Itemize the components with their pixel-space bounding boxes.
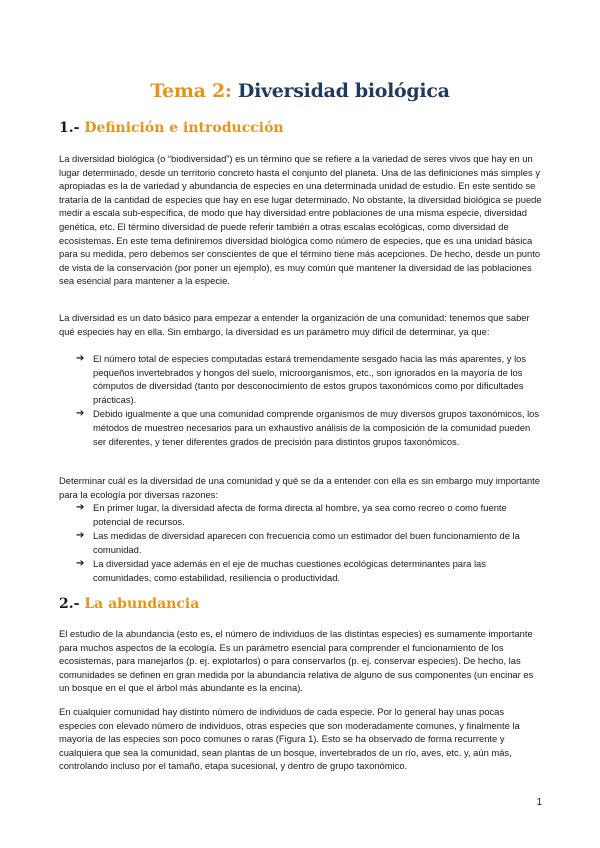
section-1-heading <box>59 120 284 136</box>
section-1-title: Definición e introducción <box>84 120 284 136</box>
section-1-paragraph-2: La diversidad es un dato básico para empezar a entender la organización de una comunidad: tenemos que saber qué especies hay en ella. Sin embargo, la diversidad es un parámetro muy difícil de determinar, ya que: <box>59 312 530 337</box>
list-item <box>76 557 544 584</box>
section-1-paragraph-3: Determinar cuál es la diversidad de una comunidad y qué se da a entender con ella es sin embargo muy importante para la ecología por diversas razones: <box>59 475 541 500</box>
list-item-text: En primer lugar, la diversidad afecta de forma directa al hombre, ya sea como recreo o como fuente potencial de recursos. <box>93 502 507 527</box>
list-item <box>76 407 544 448</box>
list-item-text: Debido igualmente a que una comunidad comprende organismos de muy diversos grupos taxonómicos, los métodos de muestreo necesarios para un exhaustivo análisis de la composición de la comunidad pueden ser diferentes, y tener diferentes grados de precisión para distintos grupos taxonómicos. <box>93 408 540 447</box>
page-number: 1 <box>536 797 542 808</box>
arrow-icon: ➔ <box>76 353 85 364</box>
list-item <box>76 501 544 528</box>
list-item-text: El número total de especies computadas estará tremendamente sesgado hacia las más aparentes, y los pequeños invertebrados y hongos del suelo, microorganismos, etc., son ignorados en la mayoría de los cómputos de diversidad (tanto por desconocimiento de estos grupos taxonómicos como por dificultades prácticas). <box>93 353 527 405</box>
list-item <box>76 352 544 406</box>
section-1-bullet-list-a <box>76 352 544 449</box>
section-2-heading <box>59 596 199 612</box>
list-item-text: Las medidas de diversidad aparecen con frecuencia como un estimador del buen funcionamiento de la comunidad. <box>93 530 520 555</box>
title-main: Diversidad biológica <box>237 80 450 102</box>
section-1-bullet-list-b <box>76 501 544 586</box>
section-2-paragraph-1: El estudio de la abundancia (esto es, el número de individuos de las distintas especies) es sumamente importante para muchos aspectos de la ecología. Es un parámetro esencial para comprender el funcionamiento de los ecosistemas, para manejarlos (p. ej. explotarlos) o para conservarlos (p. ej. conservar especies). De hecho, las comunidades se definen en gran medida por la abundancia relativa de alguno de sus componentes (un encinar es un bosque en el que el árbol más abundante es la encina). <box>59 628 534 694</box>
arrow-icon: ➔ <box>76 530 85 542</box>
arrow-icon: ➔ <box>76 408 85 420</box>
document-title <box>0 80 600 102</box>
list-item-text: La diversidad yace además en el eje de muchas cuestiones ecológicas determinantes para las comunidades, como estabilidad, resiliencia o productividad. <box>93 558 486 583</box>
arrow-icon: ➔ <box>76 502 85 513</box>
title-prefix: Tema 2: <box>150 80 232 102</box>
section-1-paragraph-1: La diversidad biológica (o “biodiversidad”) es un término que se refiere a la variedad de seres vivos que hay en un lugar determinado, desde un territorio concreto hasta el conjunto del planeta. Una de las definiciones más simples y apropiadas es la de variedad y abundancia de especies en una determinada unidad de estudio. En este sentido se trataría de la cantidad de especies que hay en ese lugar determinado. No obstante, la diversidad biológica se puede medir a escala sub-específica, de modo que hay diversidad entre poblaciones de una misma especie, diversidad genética, etc. El término diversidad de puede referir también a otras escalas ecológicas, como diversidad de ecosistemas. En este tema definiremos diversidad biológica como número de especies, que es una unidad básica para su medida, pero debemos ser conscientes de que el término tiene más acepciones. De hecho, desde un punto de vista de la conservación (por poner un ejemplo), es muy común que mantener la diversidad de las poblaciones sea esencial para mantener a la especie. <box>59 153 542 287</box>
section-1-number: 1.- <box>59 120 80 136</box>
section-2-title: La abundancia <box>84 596 200 612</box>
section-2-paragraph-2: En cualquier comunidad hay distinto número de individuos de cada especie. Por lo general hay unas pocas especies con elevado número de individuos, otras especies que son moderadamente comunes, y finalmente la mayoría de las especies son poco comunes o raras (Figura 1). Esto se ha observado de forma recurrente y cualquiera que sea la comunidad, sean plantas de un bosque, invertebrados de un río, aves, etc. y, aún más, controlando incluso por el tamaño, etapa sucesional, y dentro de grupo taxonómico. <box>59 706 520 772</box>
arrow-icon: ➔ <box>76 558 85 570</box>
section-2-number: 2.- <box>59 596 80 612</box>
list-item <box>76 529 544 556</box>
